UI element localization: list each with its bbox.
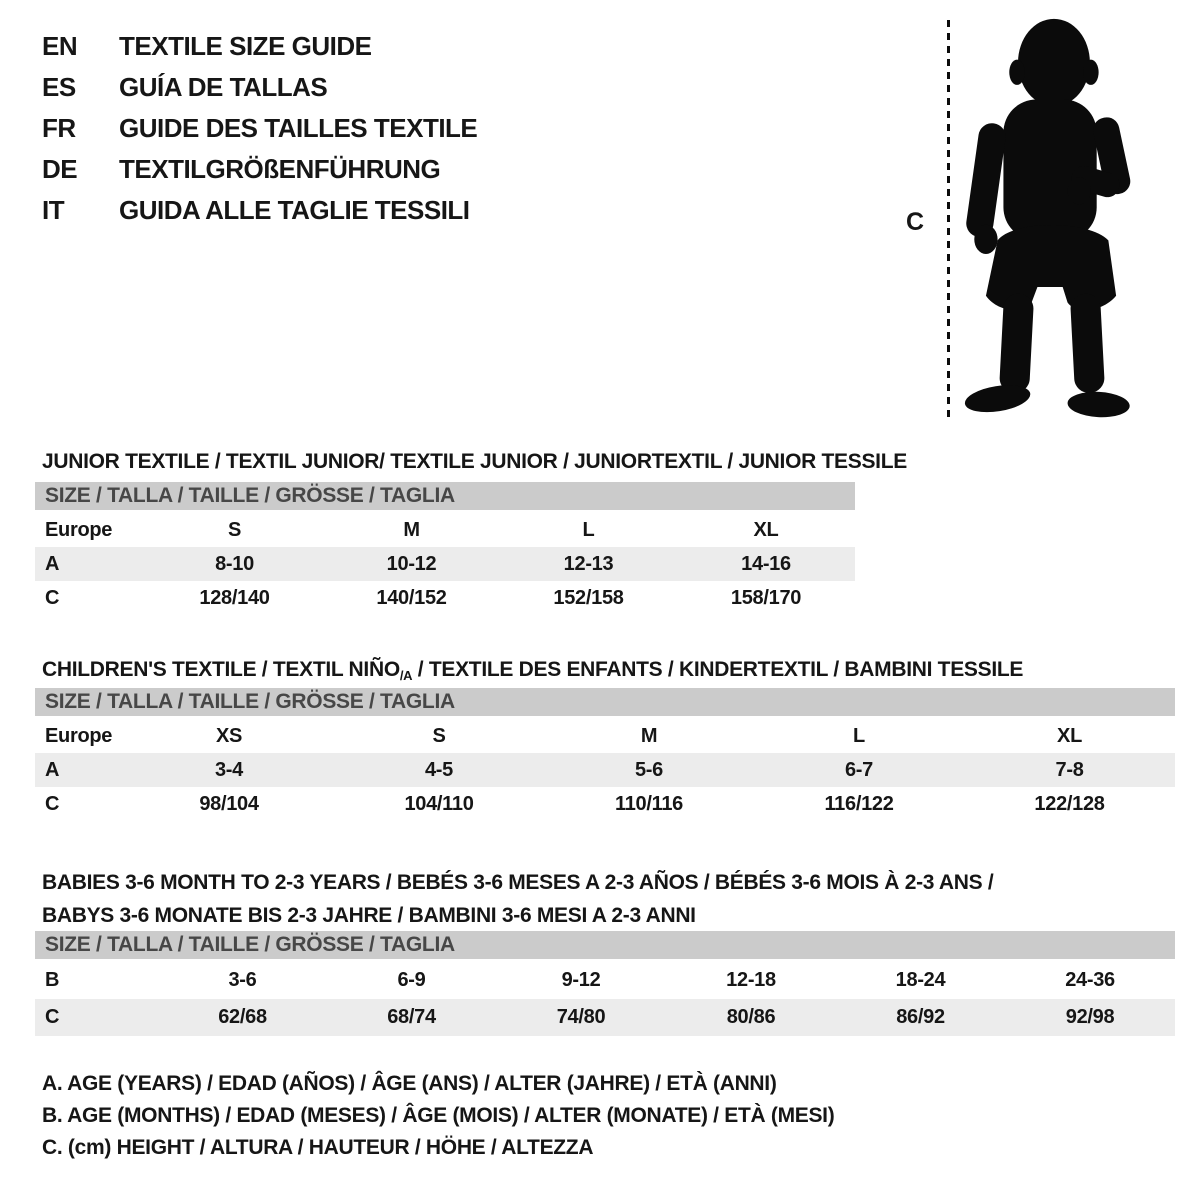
table-cell: 104/110 (404, 792, 474, 815)
table-cell: L (853, 724, 865, 747)
language-code: EN (42, 31, 78, 61)
table-cell: 158/170 (730, 586, 802, 609)
babies-title-line1: BABIES 3-6 MONTH TO 2-3 YEARS / BEBÉS 3-6 MESES A 2-3 AÑOS / BÉBÉS 3-6 MOIS À 2-3 ANS / (42, 871, 994, 895)
children-title-post: / TEXTILE DES ENFANTS / KINDERTEXTIL / BAMBINI TESSILE (412, 658, 1024, 682)
table-cell: L (582, 518, 595, 541)
size-header-band (35, 482, 855, 512)
size-header-band (35, 688, 1175, 718)
size-header-label: SIZE / TALLA / TAILLE / GRÖSSE / TAGLIA (35, 482, 855, 512)
row-label: Europe (45, 724, 113, 747)
table-cell: 98/104 (199, 792, 259, 815)
legend-line-b: B. AGE (MONTHS) / EDAD (MESES) / ÂGE (MOIS) / ALTER (MONATE) / ETÀ (MESI) (42, 1104, 835, 1127)
language-code: ES (42, 72, 76, 102)
table-cell: 3-6 (228, 969, 257, 991)
table-cell: 18-24 (895, 969, 946, 991)
legend-line-a: A. AGE (YEARS) / EDAD (AÑOS) / ÂGE (ANS) / ALTER (JAHRE) / ETÀ (ANNI) (42, 1072, 777, 1095)
table-cell: 62/68 (158, 999, 327, 1036)
table-cell: 74/80 (496, 999, 666, 1036)
table-cell: 86/92 (836, 999, 1005, 1036)
table-row (35, 512, 855, 548)
table-cell: 80/86 (666, 999, 836, 1036)
table-cell: 3-4 (124, 753, 334, 787)
table-cell: 122/128 (1034, 792, 1105, 815)
toddler-silhouette-icon (962, 14, 1142, 422)
table-cell: 6-9 (397, 969, 426, 991)
table-cell: 128/140 (199, 586, 270, 609)
table-cell: 8-10 (146, 547, 323, 581)
junior-size-table (35, 482, 855, 615)
table-cell: 6-7 (754, 753, 964, 787)
table-row (35, 999, 1175, 1036)
legend-line-c: C. (cm) HEIGHT / ALTURA / HAUTEUR / HÖHE / ALTEZZA (42, 1136, 594, 1159)
table-row (35, 547, 855, 581)
table-cell: 110/116 (615, 792, 683, 815)
language-title: GUIDA ALLE TAGLIE TESSILI (119, 195, 470, 225)
babies-section-title (42, 866, 993, 932)
height-measure-label: C (906, 208, 925, 236)
height-measure-dashed-line (947, 20, 950, 418)
language-title: TEXTILE SIZE GUIDE (119, 31, 372, 61)
table-row (35, 581, 855, 615)
table-cell: 10-12 (323, 547, 500, 581)
babies-title-line2: BABYS 3-6 MONATE BIS 2-3 JAHRE / BAMBINI 3-6 MESI A 2-3 ANNI (42, 904, 696, 928)
table-row (35, 787, 1175, 821)
table-cell: 14-16 (677, 547, 855, 581)
table-row (35, 753, 1175, 787)
table-cell: M (640, 724, 658, 747)
children-section-title (42, 658, 1023, 683)
row-label: B (45, 969, 60, 991)
language-row-it (42, 190, 477, 231)
language-title: GUÍA DE TALLAS (119, 72, 328, 102)
table-cell: 5-6 (544, 753, 754, 787)
language-code: DE (42, 154, 78, 184)
language-code: IT (42, 195, 65, 225)
size-header-label: SIZE / TALLA / TAILLE / GRÖSSE / TAGLIA (35, 688, 1175, 718)
measurement-legend (42, 1068, 834, 1164)
table-cell: 68/74 (327, 999, 496, 1036)
children-title-pre: CHILDREN'S TEXTILE / TEXTIL NIÑO (42, 658, 400, 682)
table-cell: XL (1057, 724, 1082, 747)
table-cell: 9-12 (561, 969, 601, 991)
row-label: C (35, 999, 158, 1036)
size-header-band (35, 931, 1175, 961)
junior-section-title: JUNIOR TEXTILE / TEXTIL JUNIOR/ TEXTILE JUNIOR / JUNIORTEXTIL / JUNIOR TESSILE (42, 450, 907, 474)
language-row-de (42, 149, 477, 190)
row-label: A (35, 547, 146, 581)
language-row-en (42, 26, 477, 67)
table-cell: 12-13 (500, 547, 677, 581)
table-cell: 12-18 (726, 969, 776, 991)
table-cell: XS (215, 724, 243, 747)
babies-size-table (35, 931, 1175, 1036)
table-cell: 92/98 (1005, 999, 1175, 1036)
children-title-sub: /A (399, 668, 413, 684)
table-row (35, 718, 1175, 754)
row-label: Europe (45, 518, 113, 541)
table-cell: S (227, 518, 242, 541)
language-list (42, 26, 477, 231)
table-cell: 152/158 (553, 586, 624, 609)
table-cell: 116/122 (824, 792, 894, 815)
table-cell: 4-5 (334, 753, 544, 787)
language-title: GUIDE DES TAILLES TEXTILE (119, 113, 478, 143)
table-cell: XL (753, 518, 779, 541)
language-title: TEXTILGRÖßENFÜHRUNG (119, 154, 441, 184)
row-label: C (45, 792, 60, 815)
language-code: FR (42, 113, 76, 143)
height-measure-figure (900, 0, 1200, 440)
table-row (35, 961, 1175, 1000)
row-label: A (35, 753, 124, 787)
children-size-table (35, 688, 1175, 821)
language-row-es (42, 67, 477, 108)
table-cell: 7-8 (964, 753, 1175, 787)
table-cell: M (403, 518, 420, 541)
table-cell: S (432, 724, 446, 747)
size-header-label: SIZE / TALLA / TAILLE / GRÖSSE / TAGLIA (35, 931, 1175, 961)
table-cell: 140/152 (376, 586, 447, 609)
table-cell: 24-36 (1065, 969, 1115, 991)
language-row-fr (42, 108, 477, 149)
row-label: C (45, 586, 60, 609)
